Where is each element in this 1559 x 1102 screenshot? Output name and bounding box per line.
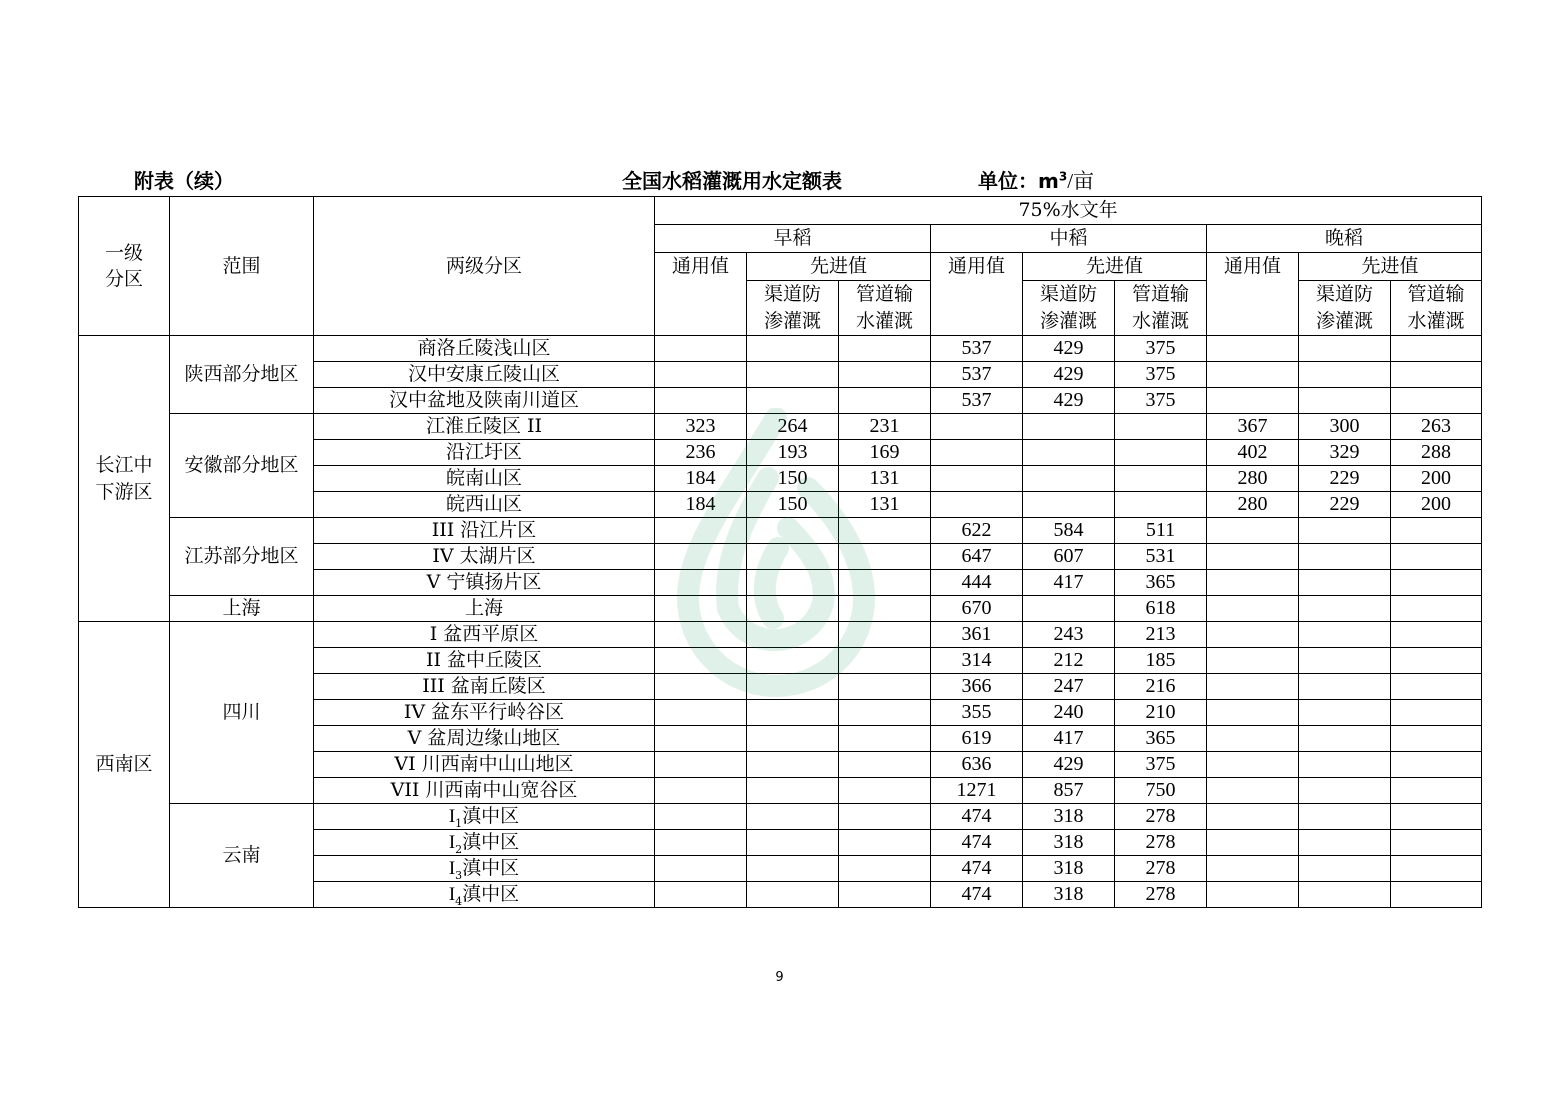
subzone-cell: II 盆中丘陵区 xyxy=(314,648,655,674)
value-cell: 131 xyxy=(839,492,931,518)
value-cell xyxy=(1207,622,1299,648)
value-cell: 537 xyxy=(931,362,1023,388)
column-header-late-rice: 晚稻 xyxy=(1207,225,1482,253)
value-cell xyxy=(931,440,1023,466)
value-cell: 429 xyxy=(1023,752,1115,778)
value-cell xyxy=(1299,518,1391,544)
value-cell xyxy=(1391,726,1482,752)
value-cell xyxy=(1207,856,1299,882)
value-cell: 278 xyxy=(1115,830,1207,856)
value-cell xyxy=(747,622,839,648)
value-cell xyxy=(1207,726,1299,752)
subzone-prefix: I xyxy=(448,806,456,827)
value-cell xyxy=(1299,830,1391,856)
value-cell xyxy=(1207,882,1299,908)
value-cell xyxy=(1391,804,1482,830)
subzone-cell: 汉中安康丘陵山区 xyxy=(314,362,655,388)
subzone-prefix: I xyxy=(448,858,456,879)
value-cell: 670 xyxy=(931,596,1023,622)
value-cell: 474 xyxy=(931,830,1023,856)
value-cell xyxy=(1391,362,1482,388)
column-header-scope: 范围 xyxy=(170,197,314,336)
subzone-index: 1 xyxy=(455,816,463,830)
subzone-cell: III 盆南丘陵区 xyxy=(314,674,655,700)
value-cell xyxy=(1391,336,1482,362)
value-cell xyxy=(655,518,747,544)
value-cell: 184 xyxy=(655,466,747,492)
value-cell xyxy=(1115,492,1207,518)
column-header-middle-rice: 中稻 xyxy=(931,225,1207,253)
region-label: 长江中下游区 xyxy=(95,453,153,503)
value-cell xyxy=(839,362,931,388)
value-cell xyxy=(1299,544,1391,570)
value-cell: 247 xyxy=(1023,674,1115,700)
value-cell: 193 xyxy=(747,440,839,466)
subzone-name: 滇中区 xyxy=(462,805,520,827)
value-cell xyxy=(1299,856,1391,882)
value-cell xyxy=(655,362,747,388)
value-cell xyxy=(1207,804,1299,830)
subzone-cell: VI 川西南中山山地区 xyxy=(314,752,655,778)
column-header-advanced: 先进值 xyxy=(747,253,931,281)
table-row xyxy=(79,336,1482,362)
column-header-canal: 渠道防渗灌溉 xyxy=(747,281,839,336)
column-header-general: 通用值 xyxy=(655,253,747,336)
value-cell xyxy=(747,570,839,596)
subzone-cell: IV 太湖片区 xyxy=(314,544,655,570)
unit-prefix: 单位：m xyxy=(978,169,1059,193)
value-cell: 329 xyxy=(1299,440,1391,466)
value-cell xyxy=(655,570,747,596)
value-cell: 375 xyxy=(1115,336,1207,362)
value-cell xyxy=(1207,778,1299,804)
value-cell xyxy=(747,856,839,882)
subzone-cell: I 盆西平原区 xyxy=(314,622,655,648)
value-cell xyxy=(1023,414,1115,440)
value-cell xyxy=(1391,830,1482,856)
value-cell: 474 xyxy=(931,856,1023,882)
value-cell xyxy=(1299,752,1391,778)
scope-cell: 上海 xyxy=(170,596,314,622)
column-header-subzone: 两级分区 xyxy=(314,197,655,336)
value-cell: 365 xyxy=(1115,726,1207,752)
unit-superscript: 3 xyxy=(1058,169,1068,184)
value-cell: 375 xyxy=(1115,752,1207,778)
value-cell xyxy=(655,726,747,752)
page-number: 9 xyxy=(775,970,784,985)
value-cell xyxy=(1391,778,1482,804)
scope-cell: 安徽部分地区 xyxy=(170,414,314,518)
value-cell xyxy=(1391,544,1482,570)
value-cell xyxy=(1299,804,1391,830)
value-cell xyxy=(655,752,747,778)
value-cell xyxy=(1207,674,1299,700)
value-cell: 417 xyxy=(1023,726,1115,752)
value-cell: 131 xyxy=(839,466,931,492)
table-header xyxy=(79,197,1482,336)
value-cell xyxy=(1023,466,1115,492)
value-cell: 318 xyxy=(1023,882,1115,908)
value-cell xyxy=(839,570,931,596)
value-cell xyxy=(747,830,839,856)
subzone-cell xyxy=(314,882,655,908)
table-row xyxy=(79,596,1482,622)
value-cell xyxy=(1391,596,1482,622)
value-cell: 150 xyxy=(747,466,839,492)
column-header-general: 通用值 xyxy=(1207,253,1299,336)
value-cell xyxy=(1391,622,1482,648)
value-cell xyxy=(931,492,1023,518)
value-cell xyxy=(655,804,747,830)
value-cell: 619 xyxy=(931,726,1023,752)
value-cell xyxy=(839,804,931,830)
value-cell: 444 xyxy=(931,570,1023,596)
value-cell xyxy=(839,622,931,648)
subzone-cell xyxy=(314,856,655,882)
value-cell xyxy=(1207,362,1299,388)
value-cell xyxy=(839,778,931,804)
value-cell: 185 xyxy=(1115,648,1207,674)
value-cell: 607 xyxy=(1023,544,1115,570)
value-cell xyxy=(747,752,839,778)
value-cell xyxy=(839,856,931,882)
table-body xyxy=(79,336,1482,908)
value-cell xyxy=(1391,674,1482,700)
value-cell: 229 xyxy=(1299,466,1391,492)
value-cell xyxy=(1023,492,1115,518)
subzone-cell: V 宁镇扬片区 xyxy=(314,570,655,596)
subzone-cell: 沿江圩区 xyxy=(314,440,655,466)
value-cell xyxy=(655,544,747,570)
value-cell: 429 xyxy=(1023,388,1115,414)
value-cell xyxy=(1115,440,1207,466)
value-cell: 429 xyxy=(1023,336,1115,362)
value-cell xyxy=(1299,648,1391,674)
value-cell xyxy=(747,596,839,622)
value-cell xyxy=(1391,752,1482,778)
value-cell xyxy=(1207,388,1299,414)
value-cell: 169 xyxy=(839,440,931,466)
subzone-name: 滇中区 xyxy=(462,857,520,879)
value-cell: 355 xyxy=(931,700,1023,726)
value-cell xyxy=(747,700,839,726)
value-cell xyxy=(1391,700,1482,726)
value-cell xyxy=(747,388,839,414)
value-cell: 511 xyxy=(1115,518,1207,544)
value-cell xyxy=(1391,648,1482,674)
subzone-cell: 上海 xyxy=(314,596,655,622)
value-cell: 278 xyxy=(1115,856,1207,882)
value-cell xyxy=(839,336,931,362)
value-cell: 474 xyxy=(931,882,1023,908)
value-cell xyxy=(1207,336,1299,362)
value-cell xyxy=(1115,466,1207,492)
value-cell: 584 xyxy=(1023,518,1115,544)
value-cell xyxy=(839,882,931,908)
value-cell xyxy=(1207,700,1299,726)
value-cell: 622 xyxy=(931,518,1023,544)
value-cell xyxy=(1391,388,1482,414)
value-cell xyxy=(839,596,931,622)
subzone-name: 滇中区 xyxy=(462,883,520,905)
value-cell: 318 xyxy=(1023,856,1115,882)
value-cell xyxy=(839,830,931,856)
value-cell xyxy=(1299,570,1391,596)
value-cell xyxy=(1207,648,1299,674)
value-cell xyxy=(839,674,931,700)
value-cell xyxy=(747,648,839,674)
value-cell xyxy=(1391,570,1482,596)
value-cell xyxy=(1207,544,1299,570)
value-cell xyxy=(1207,596,1299,622)
value-cell xyxy=(1207,518,1299,544)
value-cell xyxy=(655,778,747,804)
value-cell: 231 xyxy=(839,414,931,440)
value-cell: 200 xyxy=(1391,492,1482,518)
value-cell xyxy=(1299,362,1391,388)
value-cell xyxy=(839,544,931,570)
value-cell xyxy=(839,388,931,414)
unit-suffix: /亩 xyxy=(1067,169,1095,193)
column-header-level1: 一级分区 xyxy=(79,197,170,336)
value-cell: 200 xyxy=(1391,466,1482,492)
value-cell xyxy=(655,648,747,674)
column-header-pipe: 管道输水灌溉 xyxy=(839,281,931,336)
unit-label xyxy=(978,166,1094,196)
value-cell xyxy=(747,804,839,830)
subzone-cell: III 沿江片区 xyxy=(314,518,655,544)
value-cell xyxy=(655,596,747,622)
subzone-name: 滇中区 xyxy=(462,831,520,853)
table-row xyxy=(79,622,1482,648)
value-cell: 210 xyxy=(1115,700,1207,726)
value-cell: 288 xyxy=(1391,440,1482,466)
value-cell: 314 xyxy=(931,648,1023,674)
value-cell: 618 xyxy=(1115,596,1207,622)
subzone-index: 4 xyxy=(455,894,463,908)
value-cell xyxy=(1299,882,1391,908)
value-cell xyxy=(1299,596,1391,622)
subzone-index: 2 xyxy=(455,842,463,856)
column-header-canal: 渠道防渗灌溉 xyxy=(1023,281,1115,336)
scope-cell: 四川 xyxy=(170,622,314,804)
value-cell: 318 xyxy=(1023,830,1115,856)
value-cell: 264 xyxy=(747,414,839,440)
value-cell xyxy=(1391,518,1482,544)
value-cell: 1271 xyxy=(931,778,1023,804)
value-cell xyxy=(839,648,931,674)
value-cell xyxy=(1299,726,1391,752)
subzone-prefix: I xyxy=(448,832,456,853)
value-cell: 280 xyxy=(1207,466,1299,492)
value-cell: 263 xyxy=(1391,414,1482,440)
value-cell xyxy=(747,544,839,570)
column-header-pipe: 管道输水灌溉 xyxy=(1115,281,1207,336)
table-title: 全国水稻灌溉用水定额表 xyxy=(622,169,842,193)
value-cell: 857 xyxy=(1023,778,1115,804)
value-cell: 365 xyxy=(1115,570,1207,596)
value-cell xyxy=(1391,882,1482,908)
value-cell xyxy=(747,778,839,804)
value-cell xyxy=(747,336,839,362)
value-cell: 216 xyxy=(1115,674,1207,700)
value-cell: 537 xyxy=(931,336,1023,362)
value-cell xyxy=(839,752,931,778)
value-cell: 429 xyxy=(1023,362,1115,388)
value-cell: 636 xyxy=(931,752,1023,778)
value-cell: 474 xyxy=(931,804,1023,830)
column-header-advanced: 先进值 xyxy=(1299,253,1482,281)
value-cell xyxy=(1299,700,1391,726)
value-cell xyxy=(931,466,1023,492)
value-cell xyxy=(655,674,747,700)
subzone-prefix: I xyxy=(448,884,456,905)
value-cell: 278 xyxy=(1115,882,1207,908)
value-cell xyxy=(655,388,747,414)
value-cell: 278 xyxy=(1115,804,1207,830)
value-cell xyxy=(1299,388,1391,414)
value-cell xyxy=(655,830,747,856)
table-row xyxy=(79,518,1482,544)
region-label: 西南区 xyxy=(95,753,153,775)
table-row xyxy=(79,804,1482,830)
value-cell: 150 xyxy=(747,492,839,518)
value-cell xyxy=(1023,596,1115,622)
value-cell xyxy=(1207,570,1299,596)
subzone-cell: 汉中盆地及陕南川道区 xyxy=(314,388,655,414)
column-header-general: 通用值 xyxy=(931,253,1023,336)
value-cell xyxy=(655,622,747,648)
subzone-cell: 皖西山区 xyxy=(314,492,655,518)
value-cell xyxy=(1391,856,1482,882)
value-cell xyxy=(747,362,839,388)
value-cell: 531 xyxy=(1115,544,1207,570)
value-cell xyxy=(931,414,1023,440)
value-cell: 402 xyxy=(1207,440,1299,466)
value-cell: 240 xyxy=(1023,700,1115,726)
value-cell xyxy=(1023,440,1115,466)
value-cell: 375 xyxy=(1115,362,1207,388)
subzone-cell xyxy=(314,830,655,856)
irrigation-quota-table xyxy=(78,196,1482,908)
value-cell: 361 xyxy=(931,622,1023,648)
value-cell: 318 xyxy=(1023,804,1115,830)
value-cell xyxy=(1115,414,1207,440)
subzone-cell: 江淮丘陵区 II xyxy=(314,414,655,440)
subzone-cell: V 盆周边缘山地区 xyxy=(314,726,655,752)
scope-cell: 云南 xyxy=(170,804,314,908)
column-header-early-rice: 早稻 xyxy=(655,225,931,253)
value-cell: 323 xyxy=(655,414,747,440)
value-cell xyxy=(1299,622,1391,648)
value-cell: 367 xyxy=(1207,414,1299,440)
value-cell xyxy=(747,882,839,908)
value-cell: 366 xyxy=(931,674,1023,700)
value-cell xyxy=(839,700,931,726)
subzone-index: 3 xyxy=(455,868,463,882)
value-cell: 243 xyxy=(1023,622,1115,648)
column-header-pipe: 管道输水灌溉 xyxy=(1391,281,1482,336)
value-cell xyxy=(1207,752,1299,778)
value-cell: 184 xyxy=(655,492,747,518)
value-cell xyxy=(1299,778,1391,804)
subzone-cell: IV 盆东平行岭谷区 xyxy=(314,700,655,726)
value-cell xyxy=(839,726,931,752)
value-cell: 236 xyxy=(655,440,747,466)
value-cell xyxy=(655,882,747,908)
value-cell: 280 xyxy=(1207,492,1299,518)
value-cell xyxy=(747,518,839,544)
scope-cell: 江苏部分地区 xyxy=(170,518,314,596)
value-cell xyxy=(1299,674,1391,700)
value-cell: 750 xyxy=(1115,778,1207,804)
value-cell xyxy=(655,856,747,882)
column-header-hydrology-year: 75%水文年 xyxy=(655,197,1482,225)
value-cell xyxy=(655,700,747,726)
table-caption-prefix: 附表（续） xyxy=(134,169,234,193)
region-cell xyxy=(79,622,170,908)
value-cell: 300 xyxy=(1299,414,1391,440)
table-row xyxy=(79,414,1482,440)
column-header-canal: 渠道防渗灌溉 xyxy=(1299,281,1391,336)
value-cell xyxy=(1207,830,1299,856)
column-header-advanced: 先进值 xyxy=(1023,253,1207,281)
value-cell xyxy=(747,674,839,700)
scope-cell: 陕西部分地区 xyxy=(170,336,314,414)
value-cell: 375 xyxy=(1115,388,1207,414)
value-cell xyxy=(655,336,747,362)
value-cell xyxy=(747,726,839,752)
value-cell xyxy=(1299,336,1391,362)
value-cell: 417 xyxy=(1023,570,1115,596)
value-cell: 229 xyxy=(1299,492,1391,518)
subzone-cell xyxy=(314,804,655,830)
subzone-cell: VII 川西南中山宽谷区 xyxy=(314,778,655,804)
value-cell: 212 xyxy=(1023,648,1115,674)
subzone-cell: 商洛丘陵浅山区 xyxy=(314,336,655,362)
value-cell: 537 xyxy=(931,388,1023,414)
subzone-cell: 皖南山区 xyxy=(314,466,655,492)
region-cell xyxy=(79,336,170,622)
value-cell: 647 xyxy=(931,544,1023,570)
value-cell: 213 xyxy=(1115,622,1207,648)
value-cell xyxy=(839,518,931,544)
